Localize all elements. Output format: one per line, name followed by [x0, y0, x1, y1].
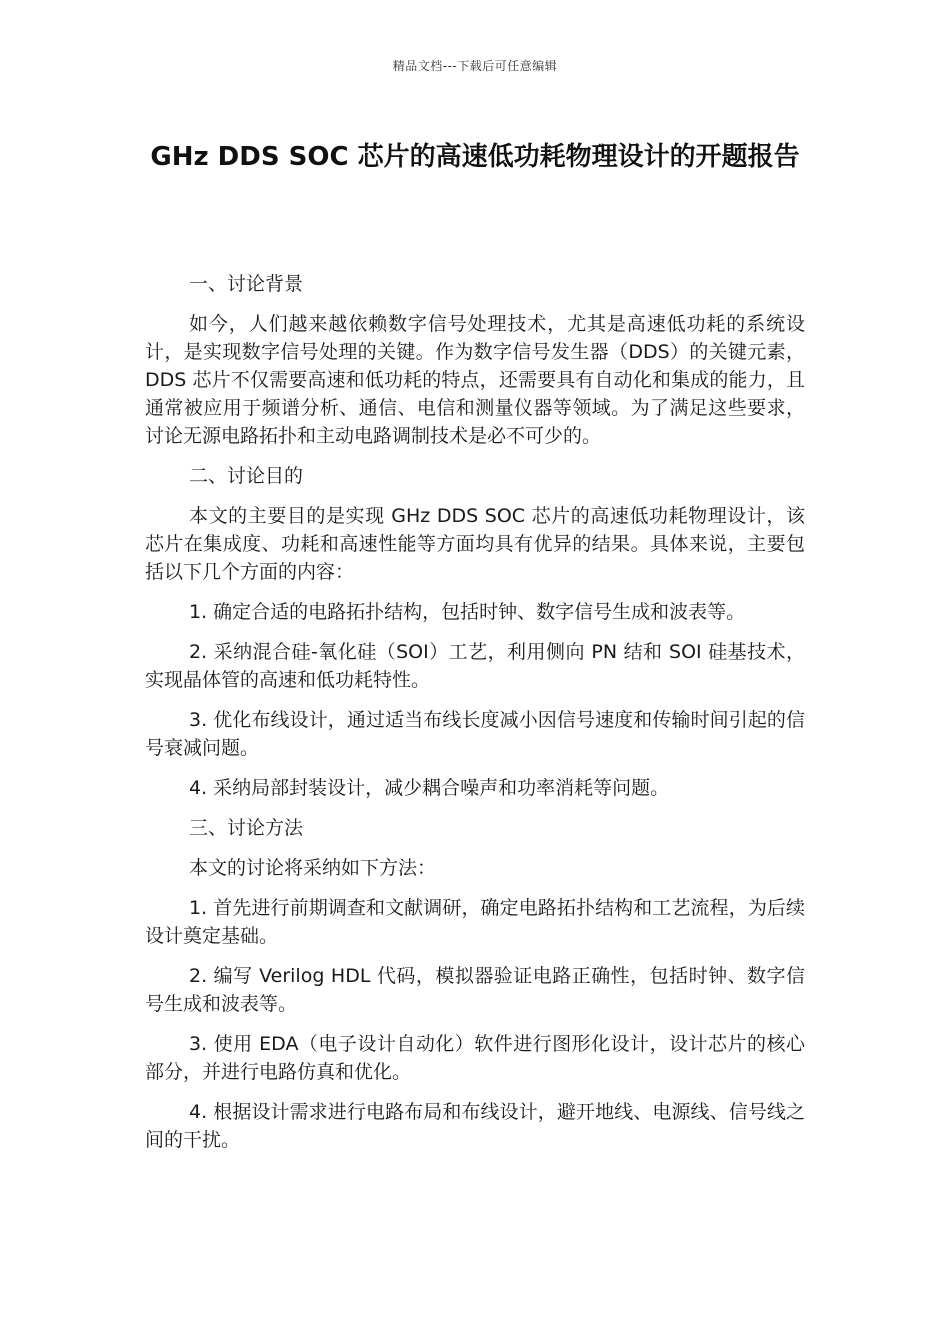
- list-item: 3. 使用 EDA（电子设计自动化）软件进行图形化设计，设计芯片的核心部分，并进行电路仿真和优化。: [145, 1033, 805, 1083]
- header-note: 精品文档---下载后可任意编辑: [392, 59, 558, 73]
- list-item: 2. 编写 Verilog HDL 代码，模拟器验证电路正确性，包括时钟、数字信号生成和波表等。: [145, 965, 805, 1015]
- list-item: 2. 采纳混合硅-氧化硅（SOI）工艺，利用侧向 PN 结和 SOI 硅基技术，实现晶体管的高速和低功耗特性。: [145, 641, 805, 691]
- paragraph-purpose: 本文的主要目的是实现 GHz DDS SOC 芯片的高速低功耗物理设计，该芯片在集成度、功耗和高速性能等方面均具有优异的结果。具体来说，主要包括以下几个方面的内容：: [145, 505, 805, 583]
- list-item: 1. 确定合适的电路拓扑结构，包括时钟、数字信号生成和波表等。: [189, 601, 746, 623]
- document-body: [145, 270, 805, 1166]
- document-title: GHz DDS SOC 芯片的高速低功耗物理设计的开题报告: [150, 142, 800, 172]
- list-item: 4. 采纳局部封装设计，减少耦合噪声和功率消耗等问题。: [189, 777, 670, 799]
- section-heading-purpose: 二、讨论目的: [189, 465, 304, 487]
- paragraph-method: 本文的讨论将采纳如下方法：: [189, 857, 437, 879]
- list-item: 4. 根据设计需求进行电路布局和布线设计，避开地线、电源线、信号线之间的干扰。: [145, 1101, 805, 1151]
- section-heading-background: 一、讨论背景: [189, 273, 304, 295]
- paragraph-background: 如今，人们越来越依赖数字信号处理技术，尤其是高速低功耗的系统设计，是实现数字信号处理的关键。作为数字信号发生器（DDS）的关键元素，DDS 芯片不仅需要高速和低功耗的特点，还需要具有自动化和集成的能力，且通常被应用于频谱分析、通信、电信和测量仪器等领域。为了满足这些要求，讨论无源电路拓扑和主动电路调制技术是必不可少的。: [145, 313, 805, 447]
- section-heading-method: 三、讨论方法: [189, 817, 304, 839]
- list-item: 1. 首先进行前期调查和文献调研，确定电路拓扑结构和工艺流程，为后续设计奠定基础。: [145, 897, 805, 947]
- list-item: 3. 优化布线设计，通过适当布线长度减小因信号速度和传输时间引起的信号衰减问题。: [145, 709, 805, 759]
